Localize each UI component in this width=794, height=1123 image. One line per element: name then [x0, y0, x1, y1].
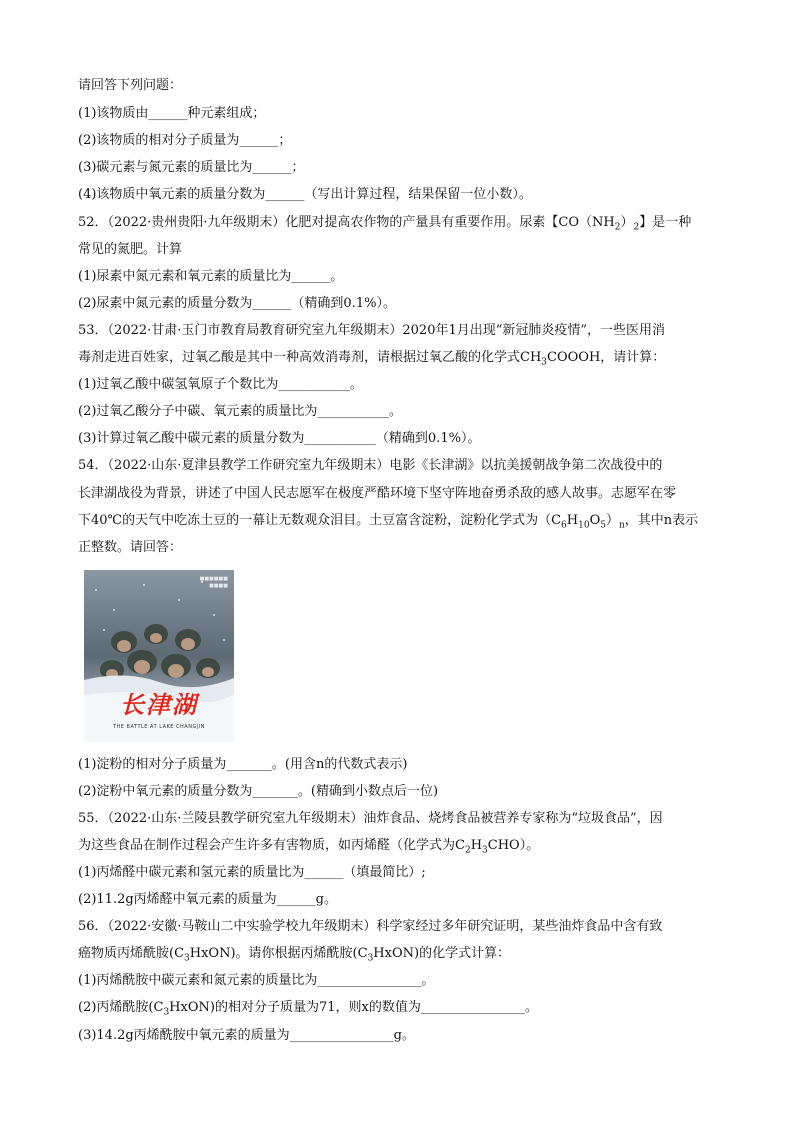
q56-sub2-text: (2)丙烯酰胺(C [78, 1000, 164, 1015]
q55-sub2: (2)11.2g丙烯醛中氧元素的质量为______g。 [78, 892, 338, 907]
poster-title: 长津湖 [120, 691, 198, 719]
q54-stem-text: ） [605, 513, 619, 528]
q51-sub3: (3)碳元素与氮元素的质量比为______； [78, 160, 305, 175]
q53-sub3: (3)计算过氧乙酸中碳元素的质量分数为___________（精确到0.1%）。 [78, 431, 481, 446]
subscript: 2 [633, 222, 640, 233]
q56-sub1: (1)丙烯酰胺中碳元素和氮元素的质量比为________________。 [78, 973, 435, 988]
subscript: 10 [578, 520, 590, 531]
q52-stem-text: ） [620, 215, 634, 230]
q56-stem-line2 [78, 944, 510, 964]
q53-sub1: (1)过氧乙酸中碳氢氧原子个数比为___________。 [78, 377, 363, 392]
q55-sub1: (1)丙烯醛中碳元素和氢元素的质量比为______（填最简比）; [78, 865, 426, 880]
subscript: 5 [600, 520, 606, 531]
q52-stem-line1 [78, 213, 691, 233]
q54-stem-line2: 长津湖战役为背景，讲述了中国人民志愿军在极度严酷环境下坚守阵地奋勇杀敌的感人故事。志愿军在零 [78, 486, 677, 501]
poster-subtitle: THE BATTLE AT LAKE CHANGJIN [112, 724, 206, 730]
subscript: 3 [163, 1007, 170, 1018]
q51-sub2: (2)该物质的相对分子质量为______； [78, 133, 292, 148]
q55-stem-text: 为这些食品在制作过程会产生许多有害物质，如丙烯醛（化学式为C [78, 838, 465, 853]
q55-stem-text: CHO）。 [487, 838, 540, 853]
subscript: 3 [482, 845, 488, 856]
subscript: 3 [367, 953, 374, 964]
subscript: 2 [464, 845, 471, 856]
q51-sub1: (1)该物质由______种元素组成； [78, 106, 266, 121]
intro-text: 请回答下列问题： [78, 78, 183, 93]
q52-sub1: (1)尿素中氮元素和氧元素的质量比为______。 [78, 269, 344, 284]
q56-sub3: (3)14.2g丙烯酰胺中氧元素的质量为________________g。 [78, 1028, 416, 1043]
q56-stem-line1: 56．（2022·安徽·马鞍山二中实验学校九年级期末）科学家经过多年研究证明，某些油炸食品中含有致 [78, 919, 663, 934]
poster-tagline: ■■■■■■ ■■■■ [199, 576, 228, 589]
q53-stem-text: 毒剂走进百姓家，过氧乙酸是其中一种高效消毒剂，请根据过氧乙酸的化学式CH [78, 350, 542, 365]
q55-stem-line2 [78, 836, 539, 856]
q52-stem-text: 52．（2022·贵州贵阳·九年级期末）化肥对提高农作物的产量具有重要作用。尿素【CO（NH [78, 215, 615, 230]
q53-stem-line1: 53．（2022·甘肃·玉门市教育局教育研究室九年级期末）2020年1月出现“新冠肺炎疫情”，一些医用消 [78, 323, 666, 338]
q54-stem-text: 下40℃的天气中吃冻土豆的一幕让无数观众泪目。土豆富含淀粉，淀粉化学式为（C [78, 513, 562, 528]
q52-stem-text: 】是一种 [639, 215, 692, 230]
q56-stem-text: 癌物质丙烯酰胺(C [78, 946, 185, 961]
subscript: 6 [561, 520, 567, 531]
movie-poster-image [84, 570, 234, 742]
q54-sub2: (2)淀粉中氧元素的质量分数为_______。(精确到小数点后一位) [78, 784, 439, 799]
q54-stem-line4: 正整数。请回答： [78, 540, 183, 555]
q53-stem-line2 [78, 348, 665, 368]
q53-stem-text: COOOH，请计算： [547, 350, 666, 365]
subscript: 3 [184, 953, 190, 964]
q54-stem-line3 [78, 511, 698, 531]
q53-sub2: (2)过氧乙酸分子中碳、氧元素的质量比为___________。 [78, 404, 402, 419]
q52-stem-line2: 常见的氮肥。计算 [78, 242, 183, 257]
q55-stem-line1: 55．（2022·山东·兰陵县教学研究室九年级期末）油炸食品、烧烤食品被营养专家称为“垃圾食品”，因 [78, 811, 663, 826]
q56-sub2-text: HxON)的相对分子质量为71，则x的数值为________________。 [169, 1000, 538, 1015]
q56-sub2 [78, 998, 538, 1018]
subscript: n [619, 520, 625, 531]
q54-stem-text: O [589, 513, 601, 528]
subscript: 3 [541, 357, 548, 368]
q54-stem-text: ，其中n表示 [624, 513, 699, 528]
q52-sub2: (2)尿素中氮元素的质量分数为______（精确到0.1%）。 [78, 296, 396, 311]
q56-stem-text: HxON)。请你根据丙烯酰胺(C [189, 946, 368, 961]
q54-stem-text: H [566, 513, 579, 528]
q55-stem-text: H [470, 838, 483, 853]
q54-sub1: (1)淀粉的相对分子质量为_______。(用含n的代数式表示) [78, 757, 408, 772]
q56-stem-text: HxON)的化学式计算： [373, 946, 511, 961]
q51-sub4: (4)该物质中氧元素的质量分数为______（写出计算过程，结果保留一位小数）。 [78, 187, 532, 202]
q54-stem-line1: 54．（2022·山东·夏津县教学工作研究室九年级期末）电影《长津湖》以抗美援朝战争第二次战役中的 [78, 458, 663, 473]
subscript: 2 [614, 222, 621, 233]
